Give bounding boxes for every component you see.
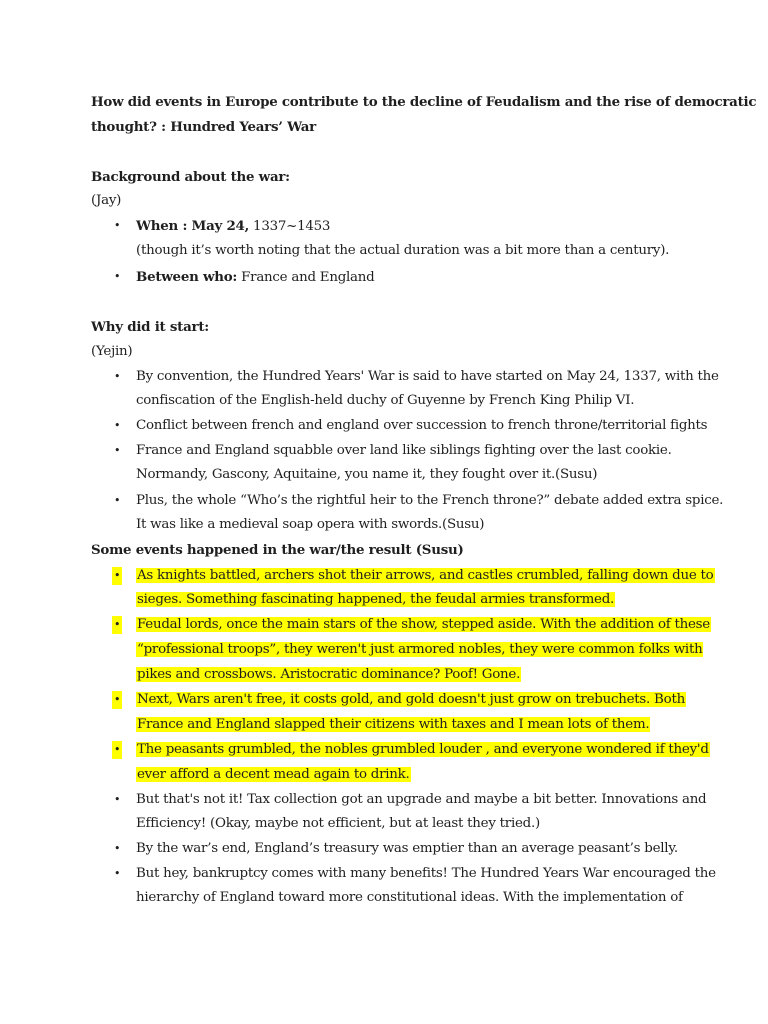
event-highlight-1-line-2 [136, 591, 615, 609]
highlighted-text: As knights battled, archers shot their arrows, and castles crumbled, falling down due to [137, 568, 714, 583]
why-bullet-1-line-2: confiscation of the English-held duchy of Guyenne by French King Philip VI. [136, 393, 635, 408]
when-item [136, 217, 330, 236]
doc-title-line-1: How did events in Europe contribute to the decline of Feudalism and the rise of democratic [91, 94, 757, 110]
when-note: (though it’s worth noting that the actual duration was a bit more than a century). [136, 243, 670, 258]
events-heading-author: Susu [421, 542, 458, 558]
event-bullet-6-line-1: By the war’s end, England’s treasury was emptier than an average peasant’s belly. [136, 841, 678, 856]
bullet-icon: • [114, 793, 121, 806]
bullet-icon: • [114, 444, 121, 457]
background-author: (Jay) [91, 193, 122, 208]
between-item [136, 268, 374, 287]
highlighted-text: Feudal lords, once the main stars of the show, stepped aside. With the addition of these [137, 617, 710, 632]
event-highlight-4-line-2 [136, 766, 411, 784]
bullet-icon: • [114, 370, 121, 383]
highlighted-text: Next, Wars aren't free, it costs gold, and gold doesn't just grow on trebuchets. Both [137, 692, 685, 707]
highlighted-text: France and England slapped their citizens with taxes and I mean lots of them. [137, 717, 650, 732]
highlighted-text: The peasants grumbled, the nobles grumbled louder , and everyone wondered if they'd [137, 742, 709, 757]
event-bullet-5-line-1: But that's not it! Tax collection got an upgrade and maybe a bit better. Innovations and [136, 792, 707, 807]
between-value: France and England [237, 270, 375, 285]
event-highlight-4-line-1 [136, 741, 710, 759]
why-bullet-4-line-2: It was like a medieval soap opera with swords.(Susu) [136, 517, 485, 532]
why-bullet-1-line-1: By convention, the Hundred Years' War is said to have started on May 24, 1337, with the [136, 369, 719, 384]
why-heading: Why did it start: [91, 319, 209, 335]
why-bullet-3-line-2: Normandy, Gascony, Aquitaine, you name it, they fought over it.(Susu) [136, 467, 598, 482]
event-highlight-2-line-3 [136, 666, 521, 684]
doc-title-line-2: thought? : Hundred Years’ War [91, 119, 316, 135]
bullet-icon: • [114, 842, 121, 855]
between-label: Between who: [136, 269, 238, 285]
highlighted-text: pikes and crossbows. Aristocratic dominance? Poof! Gone. [137, 667, 521, 682]
event-highlight-3-line-2 [136, 716, 650, 734]
event-bullet-7-line-2: hierarchy of England toward more constitutional ideas. With the implementation of [136, 890, 683, 905]
highlighted-text: sieges. Something fascinating happened, the feudal armies transformed. [137, 592, 615, 607]
bullet-icon: • [112, 691, 122, 709]
when-value: 1337~1453 [249, 219, 331, 234]
highlighted-text: ever afford a decent mead again to drink. [137, 767, 410, 782]
highlighted-text: “professional troops”, they weren't just armored nobles, they were common folks with [137, 642, 703, 657]
why-bullet-2-line-1: Conflict between french and england over succession to french throne/territorial fights [136, 418, 708, 433]
why-author: (Yejin) [91, 344, 133, 359]
events-heading [91, 541, 464, 559]
bullet-icon: • [114, 867, 121, 880]
when-label: When : May 24, [136, 218, 250, 234]
event-highlight-3-line-1 [136, 691, 686, 709]
bullet-icon: • [112, 567, 122, 585]
event-highlight-1-line-1 [136, 567, 715, 585]
events-heading-close: ) [457, 542, 464, 558]
event-highlight-2-line-1 [136, 616, 711, 634]
why-bullet-4-line-1: Plus, the whole “Who’s the rightful heir to the French throne?” debate added extra spice. [136, 493, 724, 508]
event-bullet-5-line-2: Efficiency! (Okay, maybe not efficient, but at least they tried.) [136, 816, 540, 831]
bullet-icon: • [112, 616, 122, 634]
background-heading: Background about the war: [91, 169, 290, 185]
bullet-icon: • [114, 219, 121, 232]
why-bullet-3-line-1: France and England squabble over land like siblings fighting over the last cookie. [136, 443, 672, 458]
events-heading-text: Some events happened in the war/the result ( [91, 542, 422, 558]
event-highlight-2-line-2 [136, 641, 703, 659]
bullet-icon: • [114, 419, 121, 432]
bullet-icon: • [114, 270, 121, 283]
event-bullet-7-line-1: But hey, bankruptcy comes with many benefits! The Hundred Years War encouraged the [136, 866, 716, 881]
bullet-icon: • [112, 741, 122, 759]
bullet-icon: • [114, 494, 121, 507]
